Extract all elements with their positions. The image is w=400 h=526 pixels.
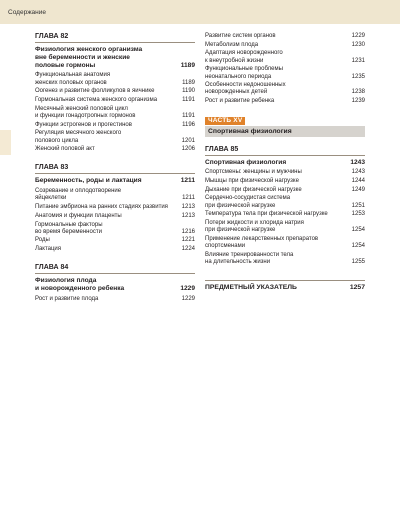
entry-title: Адаптация новорожденного к внеутробной жизни [205,50,283,64]
entry-page: 1213 [181,212,195,219]
entry-title: Спортсмены: женщины и мужчины [205,169,302,176]
chapter-title-row[interactable] [35,46,195,69]
entry-page: 1201 [181,137,195,144]
subject-index-page: 1257 [349,284,365,292]
entry-page: 1231 [351,57,365,64]
toc-entry[interactable] [35,72,195,86]
chapter-title-row[interactable] [35,177,195,185]
toc-entry[interactable] [35,188,195,202]
entry-title: Температура тела при физической нагрузке [205,211,328,218]
entry-page: 1251 [351,202,365,209]
chapter-title: Физиология женского организма вне беременности и женские половые гормоны [35,46,143,69]
page-header [0,0,400,24]
toc-entry[interactable] [35,97,195,104]
subject-index-row[interactable] [205,280,365,292]
entry-page: 1238 [351,89,365,96]
chapter-83 [35,164,195,253]
entry-title: Потери жидкости и хлорида натрия при физической нагрузке [205,220,304,234]
entry-page: 1239 [351,98,365,105]
entry-page: 1213 [181,204,195,211]
entry-title: Функциональные проблемы неонатального периода [205,66,283,80]
chapter-title-row[interactable] [35,277,195,293]
chapter-label: ГЛАВА 82 [35,33,195,43]
entry-page: 1249 [351,186,365,193]
entry-page: 1221 [181,237,195,244]
toc-entry[interactable] [35,130,195,144]
chapter-page: 1211 [180,177,195,185]
entry-page: 1235 [351,73,365,80]
toc-entry[interactable] [205,98,365,105]
chapter-page: 1189 [180,61,195,69]
entry-page: 1191 [182,97,195,103]
toc-entry[interactable] [205,50,365,64]
chapter-title-row[interactable] [205,159,365,167]
toc-entry[interactable] [35,222,195,236]
chapter-label: ГЛАВА 83 [35,164,195,174]
toc-entry[interactable] [35,88,195,95]
toc-entry[interactable] [35,246,195,253]
toc-entry[interactable] [35,296,195,303]
entry-title: Сердечно-сосудистая система при физической нагрузке [205,195,291,209]
toc-entry[interactable] [205,33,365,40]
entry-page: 1191 [182,112,195,119]
chapter-84-continued [205,33,365,105]
entry-title: Функциональная анатомия женских половых органов [35,72,111,86]
chapter-page: 1243 [350,158,365,166]
entry-title: Дыхание при физической нагрузке [205,186,302,193]
part-xv [205,117,365,136]
entry-title: Оогенез и развитие фолликулов в яичнике [35,88,155,95]
toc-entry[interactable] [35,146,195,153]
entry-page: 1253 [351,211,365,218]
entry-page: 1229 [351,33,365,39]
entry-page: 1255 [351,259,365,266]
entry-title: Роды [35,237,50,244]
entry-title: Метаболизм плода [205,41,259,48]
toc-entry[interactable] [35,213,195,220]
toc-entry[interactable] [205,66,365,80]
entry-title: Мышцы при физической нагрузке [205,178,299,185]
chapter-title: Физиология плода и новорожденного ребенка [35,277,125,293]
entry-title: Лактация [35,246,62,253]
chapter-84 [35,264,195,303]
toc-entry[interactable] [205,82,365,96]
chapter-82 [35,33,195,153]
toc-left-column [35,33,195,314]
chapter-title: Спортивная физиология [205,158,287,166]
chapter-label: ГЛАВА 84 [35,264,195,274]
chapter-title: Беременность, роды и лактация [35,177,142,185]
toc-entry[interactable] [205,252,365,266]
entry-page: 1254 [351,227,365,234]
part-title[interactable]: Спортивная физиология [205,126,365,137]
toc-entry[interactable] [205,169,365,176]
toc-entry[interactable] [205,211,365,218]
entry-title: Анатомия и функции плаценты [35,212,122,219]
entry-title: Питание эмбриона на ранних стадиях развития [35,204,168,211]
entry-title: Рост и развитие плода [35,295,99,302]
toc-right-column [205,33,365,292]
entry-page: 1229 [181,295,195,302]
toc-entry[interactable] [205,236,365,250]
entry-title: Функции эстрогенов и прогестинов [35,121,132,128]
entry-title: Месячный женский половой цикл и функции гонадотропных гормонов [35,105,136,119]
toc-entry[interactable] [35,237,195,244]
entry-title: Регуляция месячного женского полового цикла [35,130,122,144]
toc-entry[interactable] [35,122,195,129]
entry-title: Особенности недоношенных новорожденных детей [205,82,286,96]
toc-entry[interactable] [205,178,365,185]
entry-title: Рост и развитие ребенка [205,98,275,105]
entry-page: 1254 [351,243,365,250]
entry-page: 1189 [182,79,195,86]
entry-page: 1243 [351,169,365,176]
entry-title: Гормональные факторы во время беременности [35,221,103,235]
entry-title: Созревание и оплодотворение яйцеклетки [35,188,122,202]
entry-page: 1190 [182,88,195,95]
toc-entry[interactable] [205,187,365,194]
entry-title: Применение лекарственных препаратов спортсменами [205,235,319,250]
entry-page: 1196 [182,121,195,128]
entry-page: 1224 [181,246,195,253]
entry-title: Развитие систем органов [205,33,276,39]
entry-page: 1211 [182,195,195,202]
entry-title: Влияние тренированности тела на длительность жизни [205,251,294,266]
subject-index-title: ПРЕДМЕТНЫЙ УКАЗАТЕЛЬ [205,284,297,292]
entry-page: 1216 [181,228,195,235]
entry-page: 1206 [181,146,195,153]
toc-entry[interactable] [205,220,365,234]
chapter-page: 1229 [180,285,195,293]
entry-title: Женский половой акт [35,146,95,153]
page-edge-tab [0,130,11,155]
entry-page: 1230 [351,41,365,48]
toc-entry[interactable] [205,42,365,49]
entry-page: 1244 [351,178,365,185]
toc-entry[interactable] [35,106,195,120]
chapter-85 [205,146,365,267]
toc-entry[interactable] [35,204,195,211]
header-title: Содержание [8,9,46,16]
toc-entry[interactable] [205,195,365,209]
chapter-label: ГЛАВА 85 [205,146,365,156]
entry-title: Гормональная система женского организма [35,97,158,103]
part-label: ЧАСТЬ XV [205,117,245,125]
